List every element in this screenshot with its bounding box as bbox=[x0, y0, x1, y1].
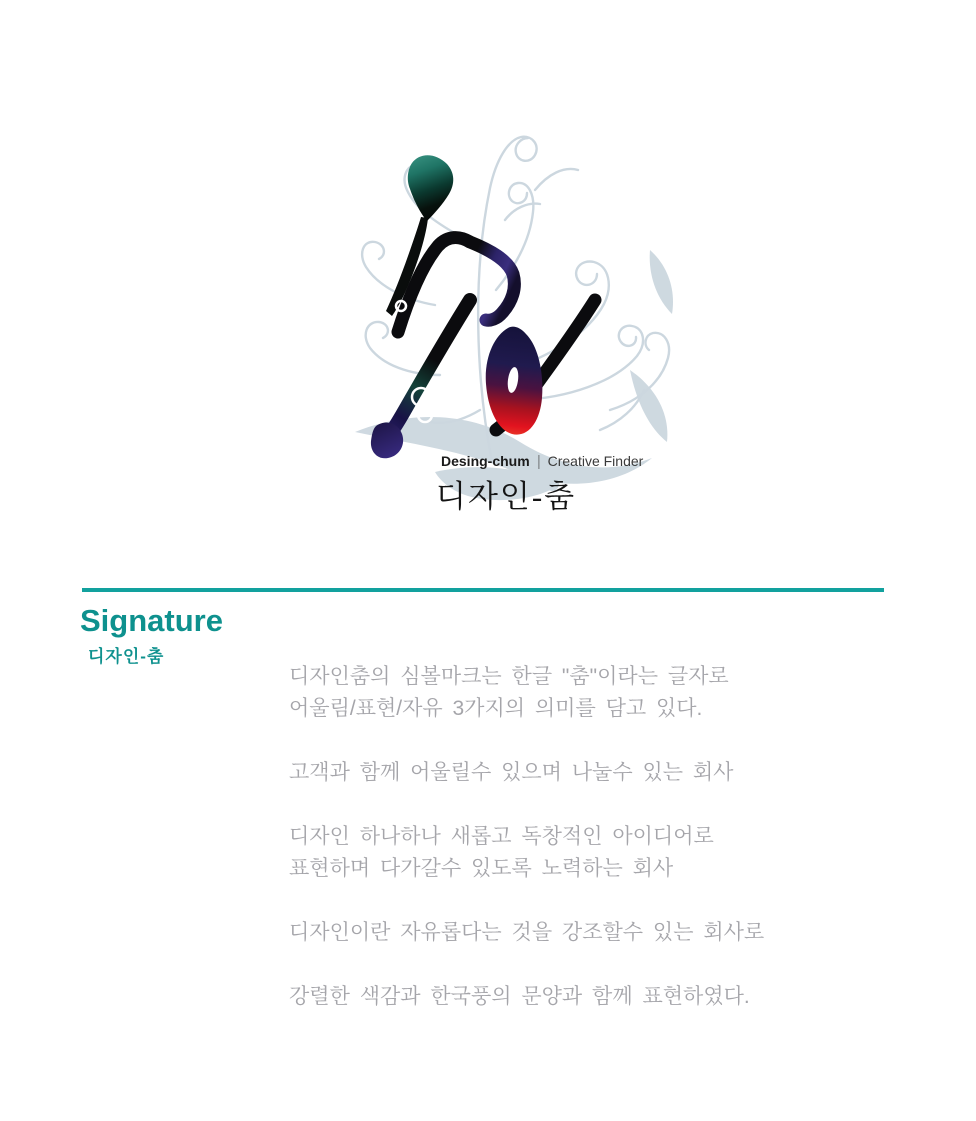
body-paragraph: 강렬한 색감과 한국풍의 문양과 함께 표현하였다. bbox=[289, 985, 750, 1008]
brand-tagline-en: Creative Finder bbox=[547, 453, 644, 469]
brand-name-en: Desing-chum bbox=[441, 453, 530, 469]
brush-strokes bbox=[371, 155, 595, 458]
body-paragraph: 디자인 하나하나 새롭고 독창적인 아이디어로 표현하며 다가갈수 있도록 노력하는 회사 bbox=[289, 825, 714, 880]
brand-wordmark-ko: 디자인-춤 bbox=[436, 479, 577, 514]
caption-separator: | bbox=[537, 452, 540, 470]
section-title: Signature bbox=[80, 603, 223, 638]
body-paragraph: 디자인춤의 심볼마크는 한글 "춤"이라는 글자로 어울림/표현/자유 3가지의 의미를 담고 있다. bbox=[289, 665, 729, 720]
section-divider bbox=[82, 588, 884, 592]
section-subtitle: 디자인-춤 bbox=[88, 647, 165, 666]
stroke-tail bbox=[371, 423, 403, 459]
symbol-mark-calligraphy bbox=[300, 70, 700, 510]
body-paragraph: 디자인이란 자유롭다는 것을 강조할수 있는 회사로 bbox=[289, 921, 765, 944]
logo-caption bbox=[441, 451, 701, 471]
stroke-flag bbox=[408, 155, 453, 221]
symbol-description bbox=[289, 661, 849, 1045]
body-paragraph: 고객과 함께 어울릴수 있으며 나눌수 있는 회사 bbox=[289, 761, 734, 784]
